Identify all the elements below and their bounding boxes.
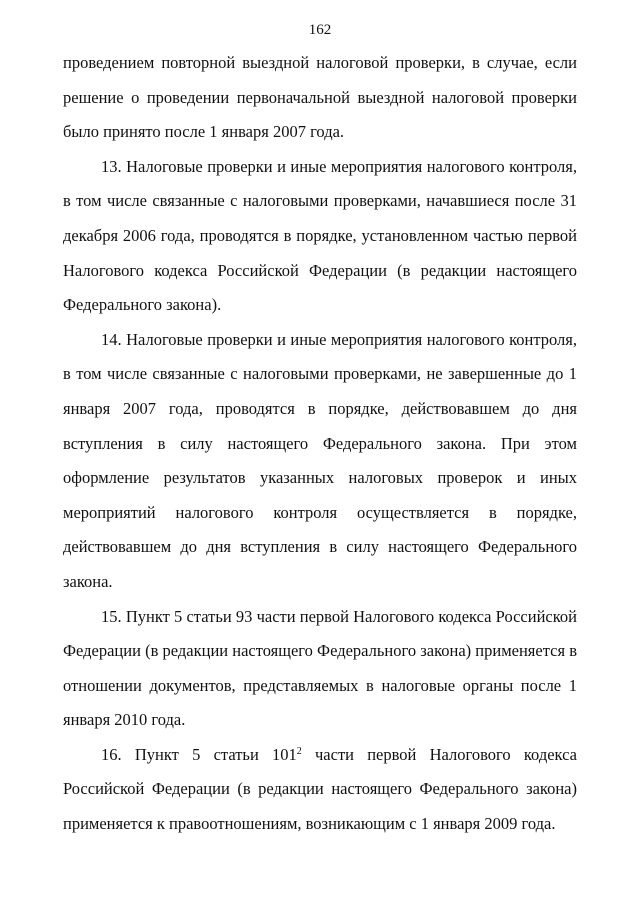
paragraph-item-15: 15. Пункт 5 статьи 93 части первой Налогового кодекса Российской Федерации (в редакции настоящего Федерального закона) применяется в отношении документов, представляемых в налоговые органы после 1 января 2010 года.	[63, 606, 577, 730]
paragraph-item-16	[63, 738, 577, 842]
page-number: 162	[308, 22, 332, 38]
paragraph-continuation: проведением повторной выездной налоговой проверки, в случае, если решение о проведении первоначальной выездной налоговой проверки было принято после 1 января 2007 года.	[63, 53, 577, 142]
document-body	[63, 46, 577, 842]
paragraph-item-16-start: 16. Пункт 5 статьи 101	[101, 744, 297, 764]
paragraph-item-14: 14. Налоговые проверки и иные мероприятия налогового контроля, в том числе связанные с налоговыми проверками, не завершенные до 1 января 2007 года, проводятся в порядке, действовавшем до дня вступления в силу настоящего Федерального закона. При этом оформление результатов указанных налоговых проверок и иных мероприятий налогового контроля осуществляется в порядке, действовавшем до дня вступления в силу настоящего Федерального закона.	[63, 329, 577, 591]
paragraph-item-16-end: части первой Налогового кодекса Российской Федерации (в редакции настоящего Федерального закона) применяется к правоотношениям, возникающим с 1 января 2009 года.	[63, 744, 577, 834]
paragraph-item-13: 13. Налоговые проверки и иные мероприятия налогового контроля, в том числе связанные с налоговыми проверками, начавшиеся после 31 декабря 2006 года, проводятся в порядке, установленном частью первой Налогового кодекса Российской Федерации (в редакции настоящего Федерального закона).	[63, 156, 577, 315]
article-superscript: 2	[296, 745, 302, 757]
